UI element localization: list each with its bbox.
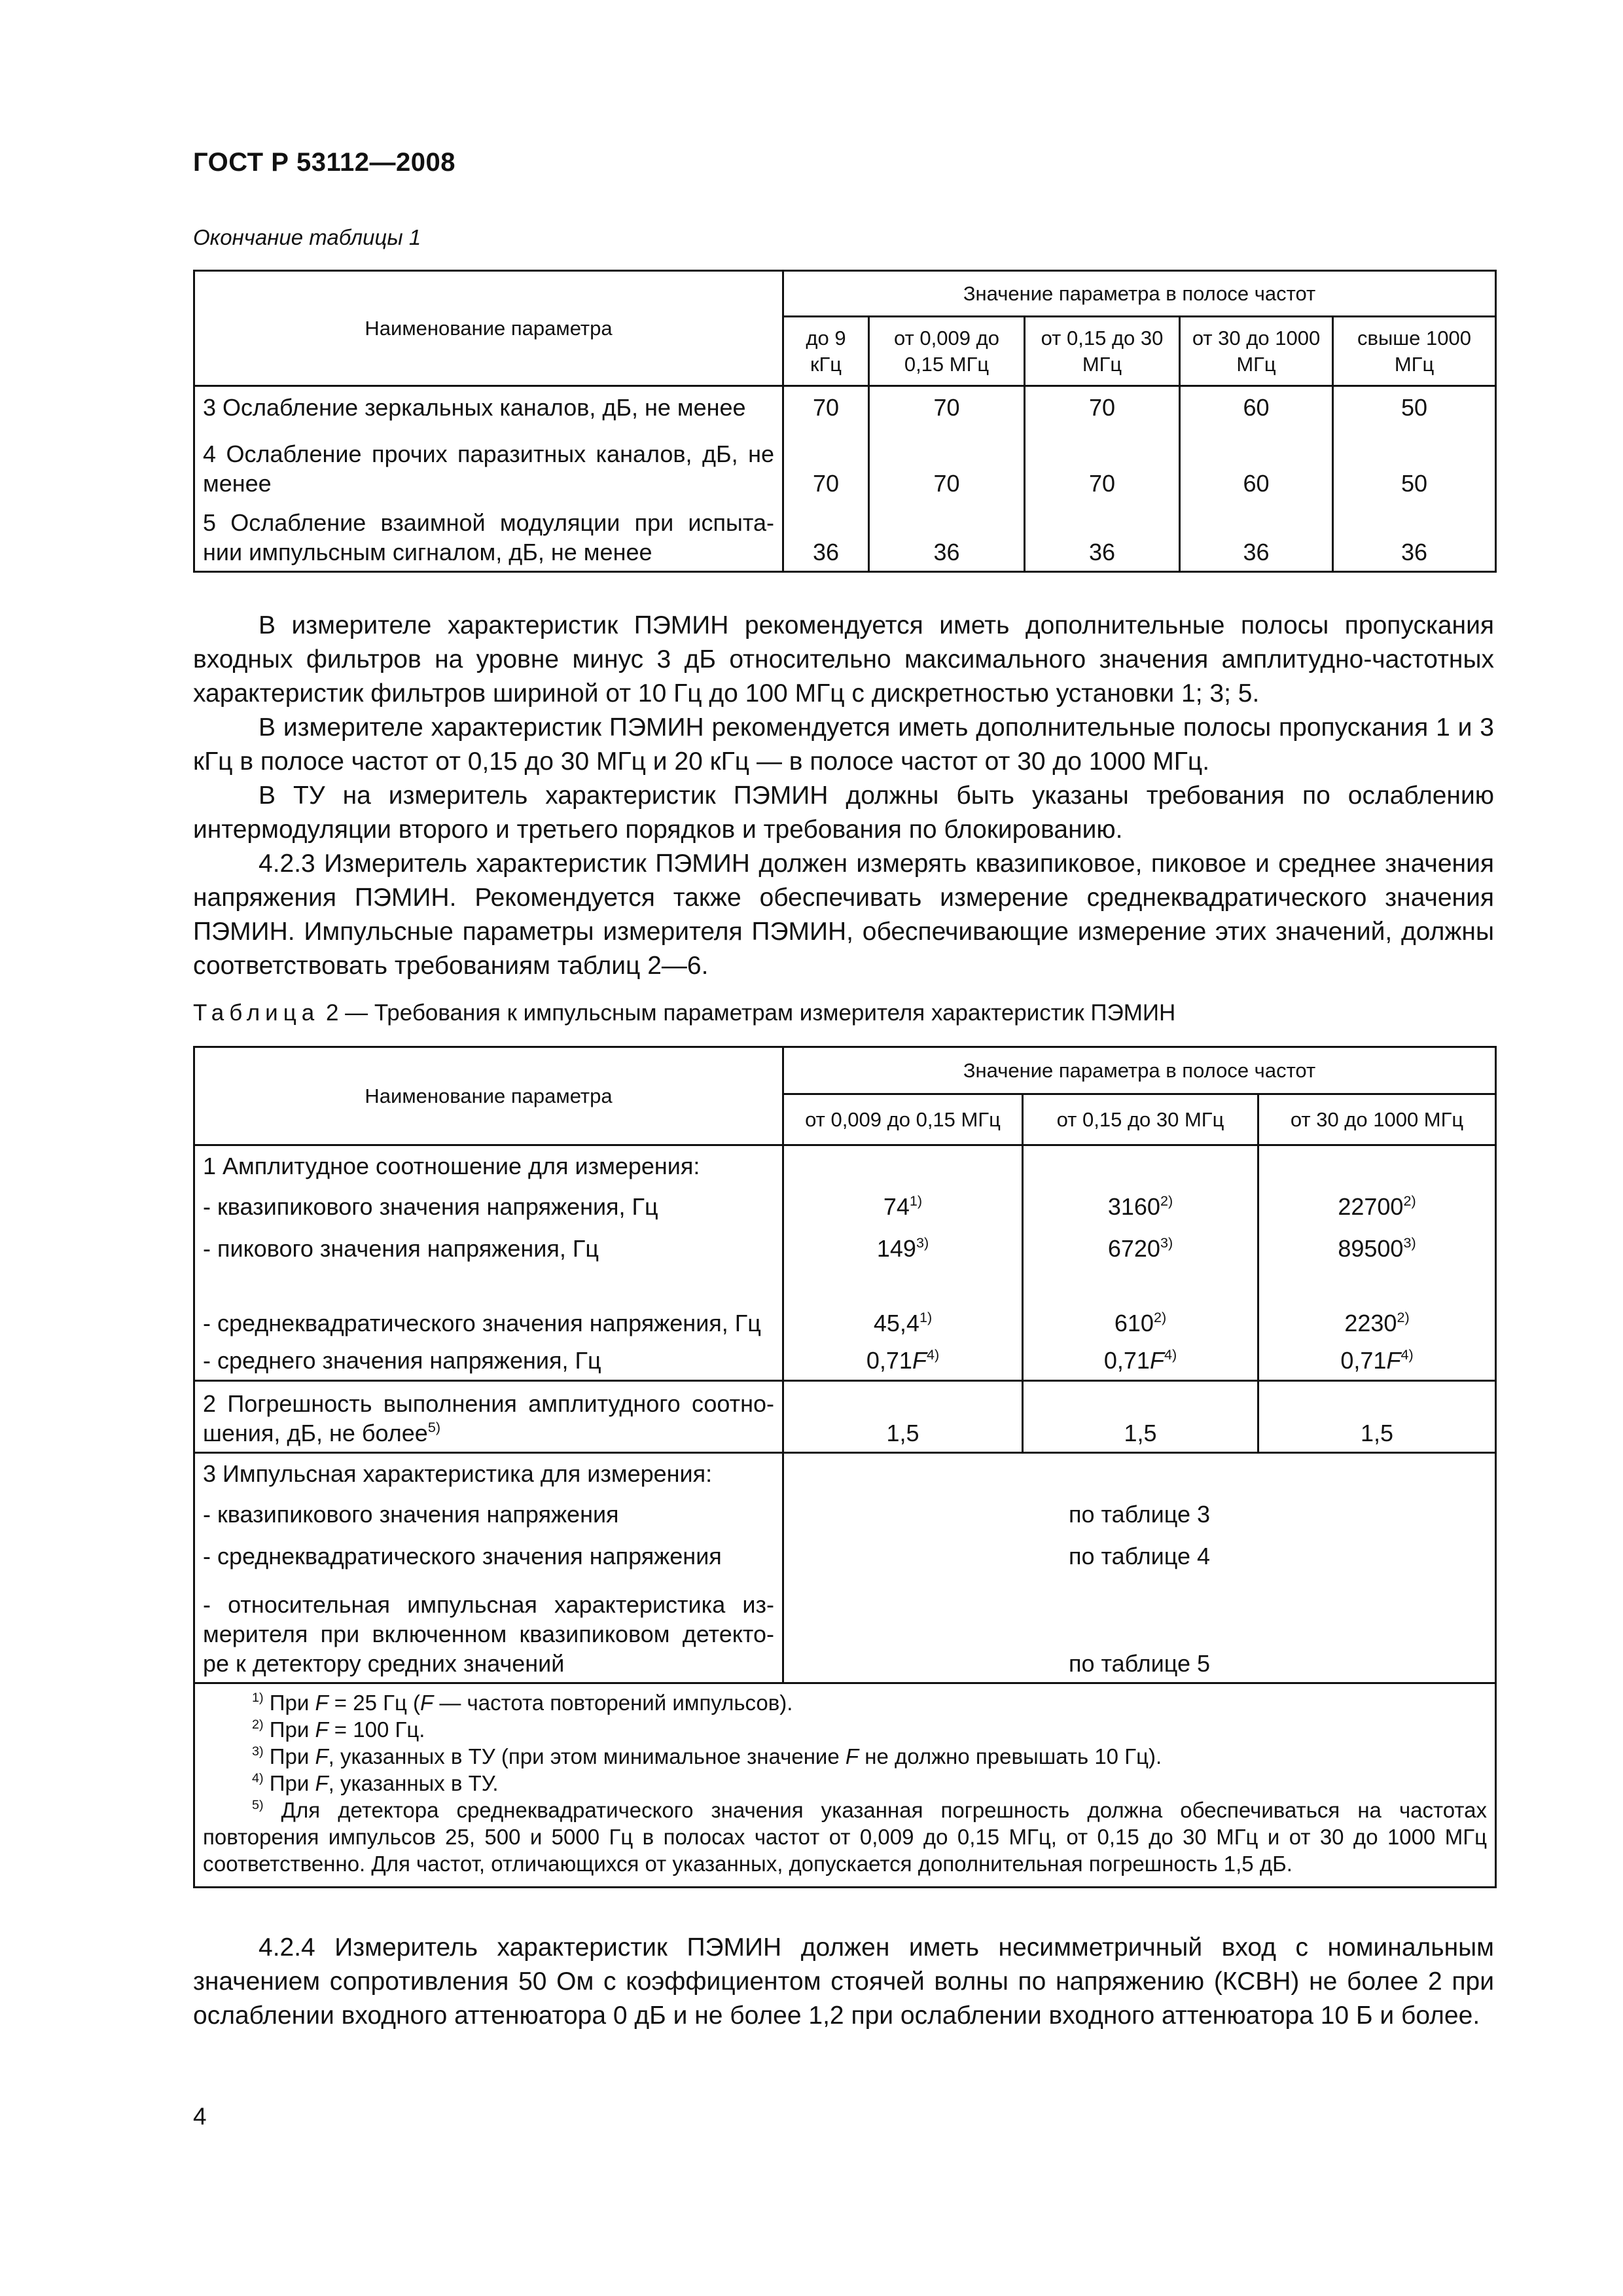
table2-row-name: 2 Погрешность выполнения амплитудного соотно- шения, дБ, не более$^{5)}$	[194, 1381, 783, 1453]
table2-cell: $0,71F^{4)}$	[1023, 1342, 1258, 1381]
footnote-ref: 2)	[1160, 1192, 1173, 1209]
table1-cell: 70	[869, 386, 1025, 429]
table2-row-name: - пикового значения напряжения, Гц	[194, 1228, 783, 1270]
footnote: $^{5)}$ Для детектора среднеквадратического значения указанная погрешность должна обеспечиваться на частотах повторения импульсов 25, 500 и 5000 Гц в полосах частот от 0,009 до 0,15 МГц, от 0,15 до 30 МГц и от 30 до 1000 МГц соответственно. Для частот, отличающихся от указанных, допускается дополнительная погрешность 1,5 дБ.	[203, 1798, 1488, 1876]
table2-cell: 74$^{1)}$	[783, 1186, 1023, 1228]
footnote-ref: 2)	[1403, 1192, 1416, 1209]
table1-cell: 36	[783, 502, 869, 572]
footnote-ref: 2)	[1397, 1308, 1410, 1325]
footnote-ref: 3)	[1403, 1234, 1416, 1251]
body-text-bottom	[193, 1931, 1494, 2033]
table2-col-header: от 0,15 до 30 МГц	[1023, 1094, 1258, 1145]
table2-caption	[193, 1000, 1175, 1026]
table2	[193, 1046, 1497, 1888]
paragraph: В ТУ на измеритель характеристик ПЭМИН должны быть указаны требования по ослаблению интермодуляции второго и третьего порядков и требования по блокированию.	[193, 781, 1494, 844]
table2-param-header: Наименование параметра	[194, 1047, 783, 1145]
table2-cell: $0,71F^{4)}$	[783, 1342, 1023, 1381]
footnote-ref: 3)	[916, 1234, 929, 1251]
table1-cell: 50	[1333, 386, 1496, 429]
table2-cell: 1,5	[1258, 1381, 1496, 1453]
table2-group-title: 1 Амплитудное соотношение для измерения:	[194, 1145, 783, 1186]
table2-caption-label: Таблица	[193, 1000, 320, 1026]
table1-col-header: от 0,009 до 0,15 МГц	[869, 317, 1025, 386]
table2-band-header: Значение параметра в полосе частот	[783, 1047, 1496, 1094]
table1-col-header: до 9 кГц	[783, 317, 869, 386]
table1-cell: 70	[869, 429, 1025, 502]
table1-col-header: от 0,15 до 30 МГц	[1025, 317, 1180, 386]
paragraph: В измерителе характеристик ПЭМИН рекомендуется иметь дополнительные полосы пропускания входных фильтров на уровне минус 3 дБ относительно максимального значения амплитудно-частотных характеристик фильтров шириной от 10 Гц до 100 МГц с дискретностью установки 1; 3; 5.	[193, 611, 1494, 708]
table1-cell: 50	[1333, 429, 1496, 502]
table2-row-name: - относительная импульсная характеристика из- мерителя при включенном квазипиковом детекто- ре к детектору средних значений	[194, 1577, 783, 1683]
table1-cell: 60	[1180, 429, 1333, 502]
footnote: $^{1)}$ При F = 25 Гц (F — частота повторений импульсов).	[252, 1691, 793, 1715]
footnote-ref: 1)	[909, 1192, 923, 1209]
table1-cell: 70	[783, 429, 869, 502]
table1-cell: 36	[1025, 502, 1180, 572]
table1-cell: 36	[1180, 502, 1333, 572]
table2-col-header: от 30 до 1000 МГц	[1258, 1094, 1496, 1145]
table1-cell: 36	[1333, 502, 1496, 572]
table2-cell: 45,4$^{1)}$	[783, 1270, 1023, 1342]
table1-col-header: свыше 1000 МГц	[1333, 317, 1496, 386]
table2-row-name: - среднего значения напряжения, Гц	[194, 1342, 783, 1381]
footnote: $^{4)}$ При F, указанных в ТУ.	[252, 1771, 499, 1795]
table2-cell: 6720$^{3)}$	[1023, 1228, 1258, 1270]
table1-cell: 36	[869, 502, 1025, 572]
footnote-ref: 4)	[1400, 1346, 1414, 1363]
table2-cell: 2230$^{2)}$	[1258, 1270, 1496, 1342]
table1-cell: 70	[1025, 429, 1180, 502]
footnote-ref: 1)	[919, 1308, 933, 1325]
table2-footnotes	[194, 1683, 1496, 1888]
table2-row-name: - квазипикового значения напряжения	[194, 1494, 783, 1535]
table2-cell: 22700$^{2)}$	[1258, 1186, 1496, 1228]
table1-col-header: от 30 до 1000 МГц	[1180, 317, 1333, 386]
body-text-top	[193, 609, 1494, 983]
document-header: ГОСТ Р 53112—2008	[193, 148, 455, 177]
table1-row-name: 5 Ослабление взаимной модуляции при испыта- нии импульсным сигналом, дБ, не менее	[194, 502, 783, 572]
table2-cell: $0,71F^{4)}$	[1258, 1342, 1496, 1381]
footnote-ref: 5)	[427, 1418, 441, 1435]
table2-cell: по таблице 4	[783, 1535, 1496, 1577]
table2-row-name: - среднеквадратического значения напряжения	[194, 1535, 783, 1577]
table2-cell: по таблице 5	[783, 1577, 1496, 1683]
table2-cell: 149$^{3)}$	[783, 1228, 1023, 1270]
page-number: 4	[193, 2103, 207, 2130]
table2-cell: по таблице 3	[783, 1494, 1496, 1535]
table2-cell: 1,5	[783, 1381, 1023, 1453]
table2-cell: 89500$^{3)}$	[1258, 1228, 1496, 1270]
paragraph: 4.2.3 Измеритель характеристик ПЭМИН должен измерять квазипиковое, пиковое и среднее значения напряжения ПЭМИН. Рекомендуется также обеспечивать измерение среднеквадратического значения ПЭМИН. Импульсные параметры измерителя ПЭМИН, обеспечивающие измерение этих значений, должны соответствовать требованиям таблиц 2—6.	[193, 850, 1494, 980]
table2-caption-number: 2	[325, 1000, 339, 1026]
table1-param-header: Наименование параметра	[194, 271, 783, 386]
paragraph: В измерителе характеристик ПЭМИН рекомендуется иметь дополнительные полосы пропускания 1 и 3 кГц в полосе частот от 0,15 до 30 МГц и 20 кГц — в полосе частот от 30 до 1000 МГц.	[193, 713, 1494, 776]
footnote-ref: 3)	[1160, 1234, 1173, 1251]
table2-cell: 3160$^{2)}$	[1023, 1186, 1258, 1228]
footnote-ref: 2)	[1153, 1308, 1167, 1325]
table1-row-name: 4 Ослабление прочих паразитных каналов, дБ, не менее	[194, 429, 783, 502]
paragraph: 4.2.4 Измеритель характеристик ПЭМИН должен иметь несимметричный вход с номинальным значением сопротивления 50 Ом с коэффициентом стоячей волны по напряжению (КСВН) не более 2 при ослаблении входного аттенюатора 0 дБ и не более 1,2 при ослаблении входного аттенюатора 10 Б и более.	[193, 1933, 1494, 2030]
footnote: $^{3)}$ При F, указанных в ТУ (при этом минимальное значение F не должно превышать 10 Гц).	[252, 1744, 1162, 1768]
table2-cell: 1,5	[1023, 1381, 1258, 1453]
table1-cell: 70	[1025, 386, 1180, 429]
table1-band-header: Значение параметра в полосе частот	[783, 271, 1496, 317]
table1	[193, 270, 1497, 573]
table1-cell: 60	[1180, 386, 1333, 429]
table1-continuation-caption: Окончание таблицы 1	[193, 225, 421, 249]
table2-row-name: - среднеквадратического значения напряжения, Гц	[194, 1270, 783, 1342]
table1-cell: 70	[783, 386, 869, 429]
footnote-ref: 4)	[926, 1346, 940, 1363]
table2-col-header: от 0,009 до 0,15 МГц	[783, 1094, 1023, 1145]
table2-row-name: - квазипикового значения напряжения, Гц	[194, 1186, 783, 1228]
table1-row-name: 3 Ослабление зеркальных каналов, дБ, не менее	[194, 386, 783, 429]
footnote: $^{2)}$ При F = 100 Гц.	[252, 1717, 425, 1742]
table2-group-title: 3 Импульсная характеристика для измерения:	[194, 1453, 783, 1494]
table2-caption-text: — Требования к импульсным параметрам измерителя характеристик ПЭМИН	[338, 1000, 1176, 1026]
footnote-ref: 4)	[1164, 1346, 1177, 1363]
table2-cell: 610$^{2)}$	[1023, 1270, 1258, 1342]
